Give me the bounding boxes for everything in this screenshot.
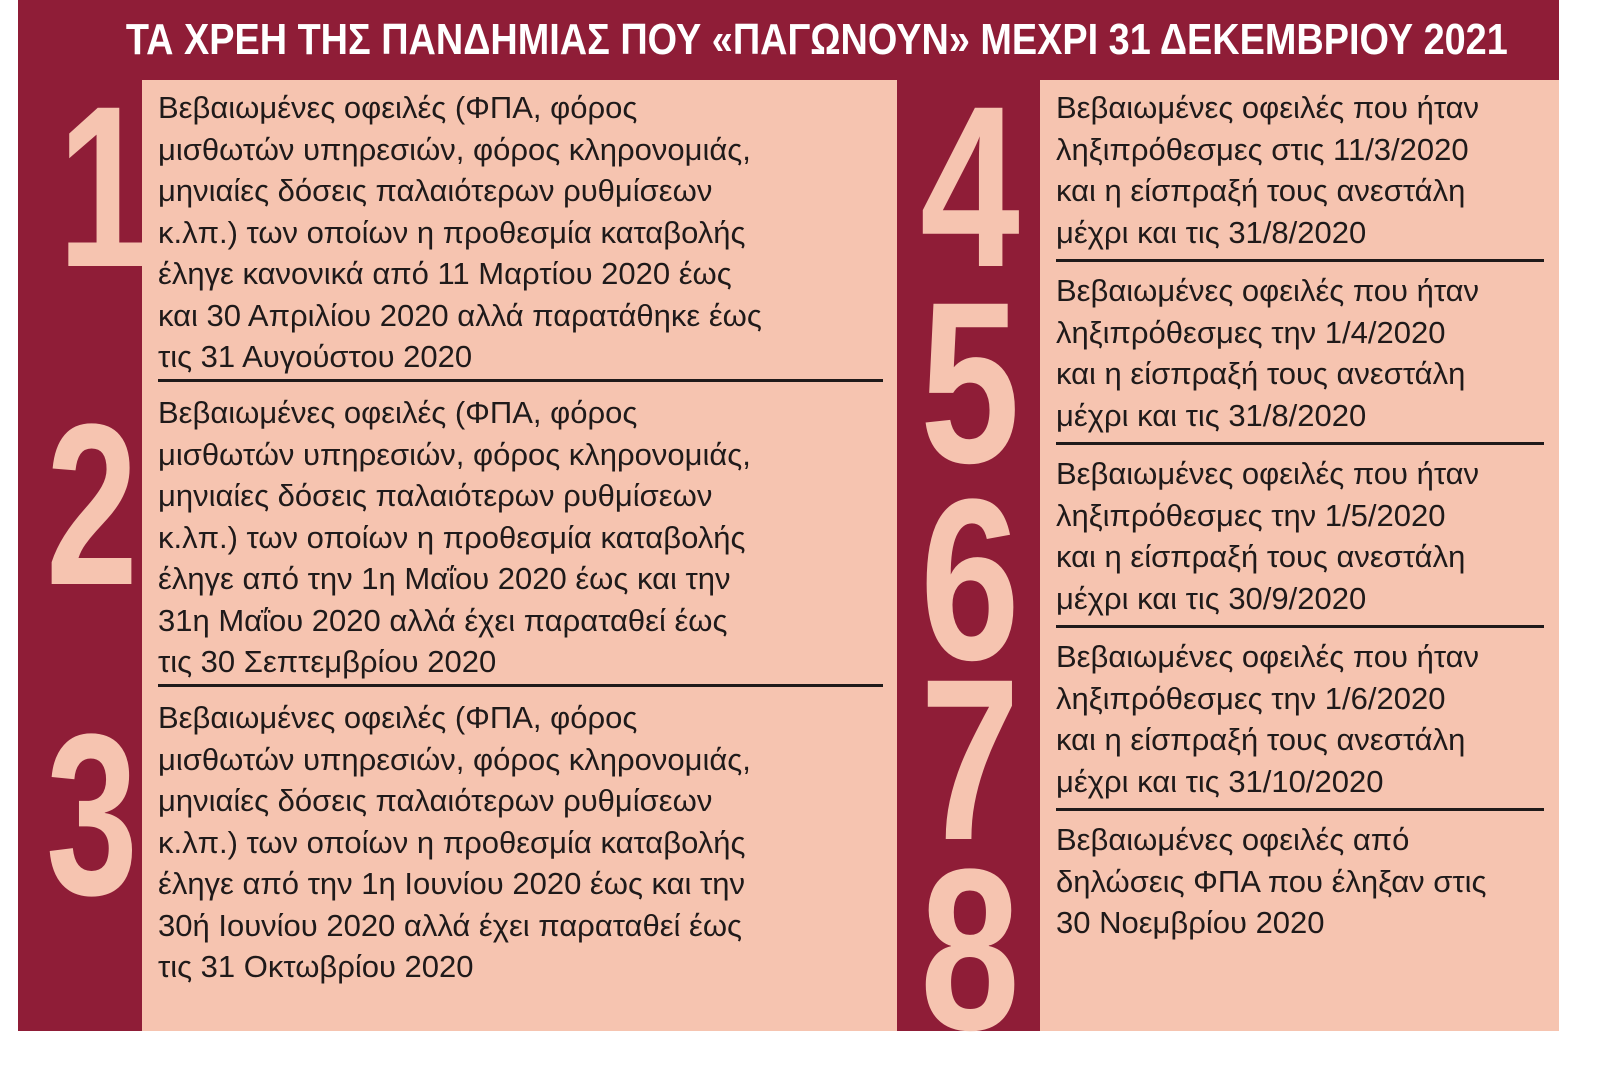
item-text-8: Βεβαιωμένες οφειλές από δηλώσεις ΦΠΑ που έληξαν στις 30 Νοεμβρίου 2020: [1056, 822, 1487, 940]
item-number-1: 1: [57, 58, 151, 315]
item-text-5: Βεβαιωμένες οφειλές που ήταν ληξιπρόθεσμες την 1/4/2020 και η είσπραξή τους ανεστάλη μέχρι και τις 31/8/2020: [1056, 273, 1480, 433]
item-number-3: 3: [45, 686, 139, 943]
item-number-8: 8: [920, 821, 1020, 1078]
divider: [1056, 625, 1544, 628]
item-number-4: 4: [920, 58, 1020, 315]
item-text-6: Βεβαιωμένες οφειλές που ήταν ληξιπρόθεσμες την 1/5/2020 και η είσπραξή τους ανεστάλη μέχρι και τις 30/9/2020: [1056, 456, 1480, 616]
item-number-7: 7: [920, 631, 1020, 888]
divider: [1056, 442, 1544, 445]
item-text-2: Βεβαιωμένες οφειλές (ΦΠΑ, φόρος μισθωτών υπηρεσιών, φόρος κληρονομιάς, μηνιαίες δόσεις παλαιότερων ρυθμίσεων κ.λπ.) των οποίων η προθεσμία καταβολής έληγε από την 1η Μαΐου 2020 έως και την 31η Μαΐου 2020 αλλά έχει παραταθεί έως τις 30 Σεπτεμβρίου 2020: [158, 395, 751, 679]
item-text-3: Βεβαιωμένες οφειλές (ΦΠΑ, φόρος μισθωτών υπηρεσιών, φόρος κληρονομιάς, μηνιαίες δόσεις παλαιότερων ρυθμίσεων κ.λπ.) των οποίων η προθεσμία καταβολής έληγε από την 1η Ιουνίου 2020 έως και την 30ή Ιουνίου 2020 αλλά έχει παραταθεί έως τις 31 Οκτωβρίου 2020: [158, 700, 751, 984]
item-number-5: 5: [920, 254, 1020, 511]
item-text-1: Βεβαιωμένες οφειλές (ΦΠΑ, φόρος μισθωτών υπηρεσιών, φόρος κληρονομιάς, μηνιαίες δόσεις παλαιότερων ρυθμίσεων κ.λπ.) των οποίων η προθεσμία καταβολής έληγε κανονικά από 11 Μαρτίου 2020 έως και 30 Απριλίου 2020 αλλά παρατάθηκε έως τις 31 Αυγούστου 2020: [158, 90, 762, 374]
divider: [1056, 808, 1544, 811]
item-text-7: Βεβαιωμένες οφειλές που ήταν ληξιπρόθεσμες την 1/6/2020 και η είσπραξή τους ανεστάλη μέχρι και τις 31/10/2020: [1056, 639, 1480, 799]
divider: [158, 379, 883, 382]
infographic-title: ΤΑ ΧΡΕΗ ΤΗΣ ΠΑΝΔΗΜΙΑΣ ΠΟΥ «ΠΑΓΩΝΟΥΝ» ΜΕΧΡΙ 31 ΔΕΚΕΜΒΡΙΟΥ 2021: [125, 15, 1508, 64]
item-text-4: Βεβαιωμένες οφειλές που ήταν ληξιπρόθεσμες στις 11/3/2020 και η είσπραξή τους ανεστάλη μέχρι και τις 31/8/2020: [1056, 90, 1480, 250]
item-number-2: 2: [45, 376, 139, 633]
divider: [1056, 259, 1544, 262]
item-number-6: 6: [920, 451, 1020, 708]
divider: [158, 684, 883, 687]
